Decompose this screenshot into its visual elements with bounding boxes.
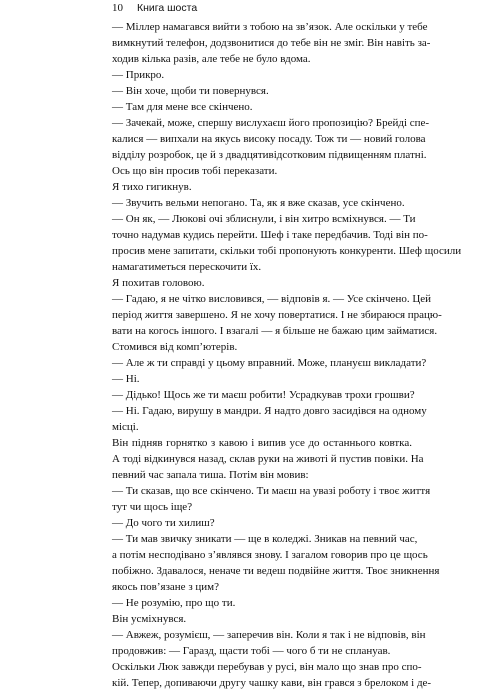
text-line: кій. Тепер, допиваючи другу чашку кави, він грався з брелоком і де- xyxy=(112,677,432,689)
text-line: якось пов’язане з цим? xyxy=(112,581,220,593)
text-line: — Гадаю, я не чітко висловився, — відповів я. — Усе скінчено. Цей xyxy=(112,293,432,305)
text-line: Він усміхнувся. xyxy=(112,613,187,625)
text-line: А тоді відкинувся назад, склав руки на животі й пустив повіки. На xyxy=(112,453,424,465)
running-header xyxy=(112,2,197,14)
text-line: — Не розумію, про що ти. xyxy=(112,597,236,609)
page-number: 10 xyxy=(112,2,123,14)
text-line: тут чи щось іще? xyxy=(112,501,193,513)
text-line: певний час запала тиша. Потім він мовив: xyxy=(112,469,309,481)
text-line: побіжно. Здавалося, неначе ти ведеш подвійне життя. Твоє зникнення xyxy=(112,565,440,577)
text-line: — Але ж ти справді у цьому вправний. Може, плануєш викладати? xyxy=(112,357,427,369)
text-line: Я тихо гигикнув. xyxy=(112,181,192,193)
text-line: вимкнутий телефон, додзвонитися до тебе він не зміг. Він навіть за- xyxy=(112,37,431,49)
text-line: Я похитав головою. xyxy=(112,277,205,289)
text-line: вати на когось іншого. І взагалі — я більше не бажаю цим займатися. xyxy=(112,325,438,337)
text-line: — Ти сказав, що все скінчено. Ти маєш на увазі роботу і твоє життя xyxy=(112,485,431,497)
book-title-header: Книга шоста xyxy=(137,2,198,14)
text-line: Оскільки Люк завжди перебував у русі, він мало що знав про спо- xyxy=(112,661,422,673)
text-line: — Міллер намагався вийти з тобою на зв’язок. Але оскільки у тебе xyxy=(112,21,428,33)
text-line: — Ти мав звичку зникати — ще в коледжі. Зникав на певний час, xyxy=(112,533,418,545)
page-body-text xyxy=(112,19,462,691)
text-line: — Ні. xyxy=(112,373,140,385)
text-line: Стомився від комп’ютерів. xyxy=(112,341,238,353)
text-line: калися — випхали на якусь високу посаду. Тож ти — новий голова xyxy=(112,133,426,145)
text-line: а потім несподівано з’являвся знову. І загалом говорив про це щось xyxy=(112,549,428,561)
text-line: Він підняв горнятко з кавою і випив усе до останнього ковтка. xyxy=(112,437,412,449)
text-line: — Прикро. xyxy=(112,69,165,81)
text-line: відділу розробок, це й з двадцятивідсотковим підвищенням платні. xyxy=(112,149,427,161)
text-line: місці. xyxy=(112,421,139,433)
text-line: — Авжеж, розумієш, — заперечив він. Коли я так і не відповів, він xyxy=(112,629,426,641)
text-line: — Там для мене все скінчено. xyxy=(112,101,253,113)
text-line: — Дідько! Щось же ти маєш робити! Усpадкував трохи грошви? xyxy=(112,389,415,401)
text-line: — Звучить вельми непогано. Та, як я вже сказав, усе скінчено. xyxy=(112,197,405,209)
text-line: намагатиметься перескочити їх. xyxy=(112,261,262,273)
text-line: ходив кілька разів, але тебе не було вдома. xyxy=(112,53,311,65)
text-line: просив мене запитати, скільки тобі пропонують конкуренти. Шеф щосили xyxy=(112,245,462,257)
text-line: Ось що він просив тобі переказати. xyxy=(112,165,278,177)
text-line: період життя завершено. Я не хочу повертатися. І не збираюся працю- xyxy=(112,309,442,321)
text-line: продовжив: — Гаразд, щасти тобі — чого б ти не сплануав. xyxy=(112,645,391,657)
text-line: — Він хоче, щоби ти повернувся. xyxy=(112,85,269,97)
text-line: — Он як, — Люкові очі зблиснули, і він хитро всміхнувся. — Ти xyxy=(112,213,416,225)
text-line: — Ні. Гадаю, вирушу в мандри. Я надто довго засидівся на одному xyxy=(112,405,427,417)
text-line: — До чого ти хилиш? xyxy=(112,517,215,529)
text-line: точно надумав кудись перейти. Шеф і таке передбачив. Тоді він по- xyxy=(112,229,428,241)
text-line: — Зачекай, може, спершу вислухаєш його пропозицію? Брейді спе- xyxy=(112,117,430,129)
